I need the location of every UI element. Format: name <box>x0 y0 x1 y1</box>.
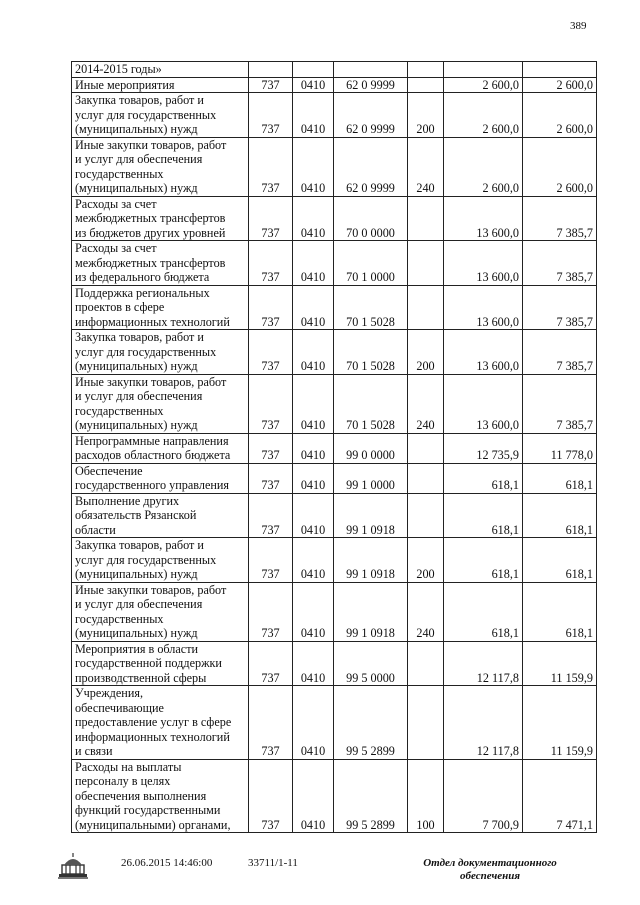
row-amount-fact: 7 385,7 <box>523 285 597 330</box>
row-amount-plan: 13 600,0 <box>444 330 523 375</box>
row-target-article: 70 0 0000 <box>334 196 408 241</box>
row-section-code: 0410 <box>293 241 334 286</box>
row-admin-code: 737 <box>249 93 293 138</box>
row-section-code: 0410 <box>293 374 334 433</box>
row-amount-plan: 2 600,0 <box>444 77 523 93</box>
row-name: Расходы за счет межбюджетных трансфертов из бюджетов других уровней <box>72 196 249 241</box>
row-amount-fact: 2 600,0 <box>523 93 597 138</box>
table-row <box>72 330 597 375</box>
row-amount-fact: 11 778,0 <box>523 433 597 463</box>
row-amount-plan: 2 600,0 <box>444 137 523 196</box>
row-amount-plan: 7 700,9 <box>444 759 523 833</box>
row-expense-type: 240 <box>408 374 444 433</box>
row-expense-type <box>408 62 444 78</box>
row-section-code: 0410 <box>293 582 334 641</box>
row-amount-plan: 618,1 <box>444 538 523 583</box>
row-admin-code: 737 <box>249 463 293 493</box>
row-expense-type <box>408 241 444 286</box>
row-admin-code: 737 <box>249 686 293 760</box>
row-amount-plan <box>444 62 523 78</box>
row-name: Учреждения, обеспечивающие предоставление услуг в сфере информационных технологий и связи <box>72 686 249 760</box>
row-admin-code: 737 <box>249 433 293 463</box>
row-name: Мероприятия в области государственной поддержки производственной сферы <box>72 641 249 686</box>
row-amount-plan: 13 600,0 <box>444 196 523 241</box>
footer-department <box>420 857 560 883</box>
table-row <box>72 196 597 241</box>
row-amount-fact: 2 600,0 <box>523 77 597 93</box>
row-target-article: 99 1 0918 <box>334 538 408 583</box>
table-row <box>72 137 597 196</box>
table-row <box>72 686 597 760</box>
row-admin-code: 737 <box>249 330 293 375</box>
table-row <box>72 759 597 833</box>
table-row <box>72 463 597 493</box>
row-section-code: 0410 <box>293 538 334 583</box>
row-amount-fact: 7 471,1 <box>523 759 597 833</box>
row-target-article: 99 1 0918 <box>334 582 408 641</box>
table-row <box>72 241 597 286</box>
table-row <box>72 538 597 583</box>
row-section-code <box>293 62 334 78</box>
row-expense-type <box>408 433 444 463</box>
row-section-code: 0410 <box>293 433 334 463</box>
row-name: Закупка товаров, работ и услуг для государственных (муниципальных) нужд <box>72 330 249 375</box>
row-amount-plan: 618,1 <box>444 493 523 538</box>
row-amount-plan: 618,1 <box>444 463 523 493</box>
row-section-code: 0410 <box>293 686 334 760</box>
row-target-article: 62 0 9999 <box>334 77 408 93</box>
row-section-code: 0410 <box>293 196 334 241</box>
row-target-article: 99 1 0918 <box>334 493 408 538</box>
footer-department-line1: Отдел документационного <box>423 857 557 869</box>
row-amount-fact: 7 385,7 <box>523 241 597 286</box>
row-target-article: 99 1 0000 <box>334 463 408 493</box>
row-target-article <box>334 62 408 78</box>
table-row <box>72 93 597 138</box>
row-target-article: 70 1 5028 <box>334 330 408 375</box>
row-target-article: 70 1 5028 <box>334 285 408 330</box>
row-amount-fact: 11 159,9 <box>523 686 597 760</box>
row-name: Иные закупки товаров, работ и услуг для обеспечения государственных (муниципальных) нужд <box>72 137 249 196</box>
row-name: Поддержка региональных проектов в сфере информационных технологий <box>72 285 249 330</box>
row-name: Обеспечение государственного управления <box>72 463 249 493</box>
row-admin-code: 737 <box>249 493 293 538</box>
row-amount-fact: 618,1 <box>523 463 597 493</box>
row-expense-type: 200 <box>408 330 444 375</box>
row-expense-type <box>408 196 444 241</box>
row-admin-code: 737 <box>249 241 293 286</box>
row-target-article: 62 0 9999 <box>334 137 408 196</box>
table-row <box>72 582 597 641</box>
row-target-article: 99 5 0000 <box>334 641 408 686</box>
row-amount-plan: 13 600,0 <box>444 374 523 433</box>
row-admin-code: 737 <box>249 641 293 686</box>
table-row <box>72 77 597 93</box>
row-expense-type: 240 <box>408 137 444 196</box>
row-amount-fact: 7 385,7 <box>523 374 597 433</box>
row-target-article: 70 1 5028 <box>334 374 408 433</box>
row-admin-code <box>249 62 293 78</box>
row-section-code: 0410 <box>293 137 334 196</box>
row-target-article: 99 0 0000 <box>334 433 408 463</box>
row-amount-plan: 12 735,9 <box>444 433 523 463</box>
footer-doc-code: 33711/1-11 <box>248 857 298 869</box>
row-expense-type <box>408 641 444 686</box>
row-admin-code: 737 <box>249 538 293 583</box>
row-section-code: 0410 <box>293 330 334 375</box>
row-amount-fact: 7 385,7 <box>523 330 597 375</box>
table-row <box>72 433 597 463</box>
row-expense-type: 200 <box>408 538 444 583</box>
row-amount-plan: 12 117,8 <box>444 641 523 686</box>
row-section-code: 0410 <box>293 77 334 93</box>
row-name: 2014-2015 годы» <box>72 62 249 78</box>
row-name: Иные закупки товаров, работ и услуг для обеспечения государственных (муниципальных) нужд <box>72 582 249 641</box>
row-section-code: 0410 <box>293 641 334 686</box>
page-number: 389 <box>570 20 587 32</box>
row-section-code: 0410 <box>293 93 334 138</box>
row-expense-type <box>408 463 444 493</box>
row-amount-fact: 11 159,9 <box>523 641 597 686</box>
row-amount-fact: 618,1 <box>523 538 597 583</box>
row-admin-code: 737 <box>249 137 293 196</box>
row-section-code: 0410 <box>293 759 334 833</box>
row-name: Иные мероприятия <box>72 77 249 93</box>
row-name: Непрограммные направления расходов областного бюджета <box>72 433 249 463</box>
row-expense-type <box>408 686 444 760</box>
row-expense-type: 200 <box>408 93 444 138</box>
row-expense-type <box>408 493 444 538</box>
row-expense-type: 100 <box>408 759 444 833</box>
row-name: Закупка товаров, работ и услуг для государственных (муниципальных) нужд <box>72 93 249 138</box>
row-admin-code: 737 <box>249 196 293 241</box>
row-expense-type <box>408 77 444 93</box>
table-row <box>72 374 597 433</box>
row-amount-fact: 2 600,0 <box>523 137 597 196</box>
row-amount-fact <box>523 62 597 78</box>
row-admin-code: 737 <box>249 77 293 93</box>
table-row <box>72 285 597 330</box>
row-amount-fact: 7 385,7 <box>523 196 597 241</box>
row-amount-plan: 13 600,0 <box>444 285 523 330</box>
row-amount-fact: 618,1 <box>523 582 597 641</box>
table-row <box>72 641 597 686</box>
row-target-article: 70 1 0000 <box>334 241 408 286</box>
row-section-code: 0410 <box>293 493 334 538</box>
row-expense-type <box>408 285 444 330</box>
row-name: Расходы на выплаты персоналу в целях обеспечения выполнения функций государственными (муниципальными) органами, <box>72 759 249 833</box>
table-row <box>72 493 597 538</box>
budget-table <box>71 61 597 833</box>
row-section-code: 0410 <box>293 285 334 330</box>
row-amount-fact: 618,1 <box>523 493 597 538</box>
row-admin-code: 737 <box>249 759 293 833</box>
row-name: Расходы за счет межбюджетных трансфертов из федерального бюджета <box>72 241 249 286</box>
row-amount-plan: 2 600,0 <box>444 93 523 138</box>
row-expense-type: 240 <box>408 582 444 641</box>
footer-date: 26.06.2015 14:46:00 <box>121 857 213 869</box>
row-admin-code: 737 <box>249 582 293 641</box>
row-amount-plan: 13 600,0 <box>444 241 523 286</box>
row-target-article: 99 5 2899 <box>334 686 408 760</box>
footer-department-line2: обеспечения <box>459 870 520 882</box>
row-admin-code: 737 <box>249 374 293 433</box>
page-footer <box>0 857 640 897</box>
row-name: Закупка товаров, работ и услуг для государственных (муниципальных) нужд <box>72 538 249 583</box>
row-section-code: 0410 <box>293 463 334 493</box>
row-target-article: 99 5 2899 <box>334 759 408 833</box>
table-row <box>72 62 597 78</box>
row-target-article: 62 0 9999 <box>334 93 408 138</box>
row-admin-code: 737 <box>249 285 293 330</box>
row-amount-plan: 618,1 <box>444 582 523 641</box>
row-name: Иные закупки товаров, работ и услуг для обеспечения государственных (муниципальных) нужд <box>72 374 249 433</box>
row-amount-plan: 12 117,8 <box>444 686 523 760</box>
row-name: Выполнение других обязательств Рязанской области <box>72 493 249 538</box>
